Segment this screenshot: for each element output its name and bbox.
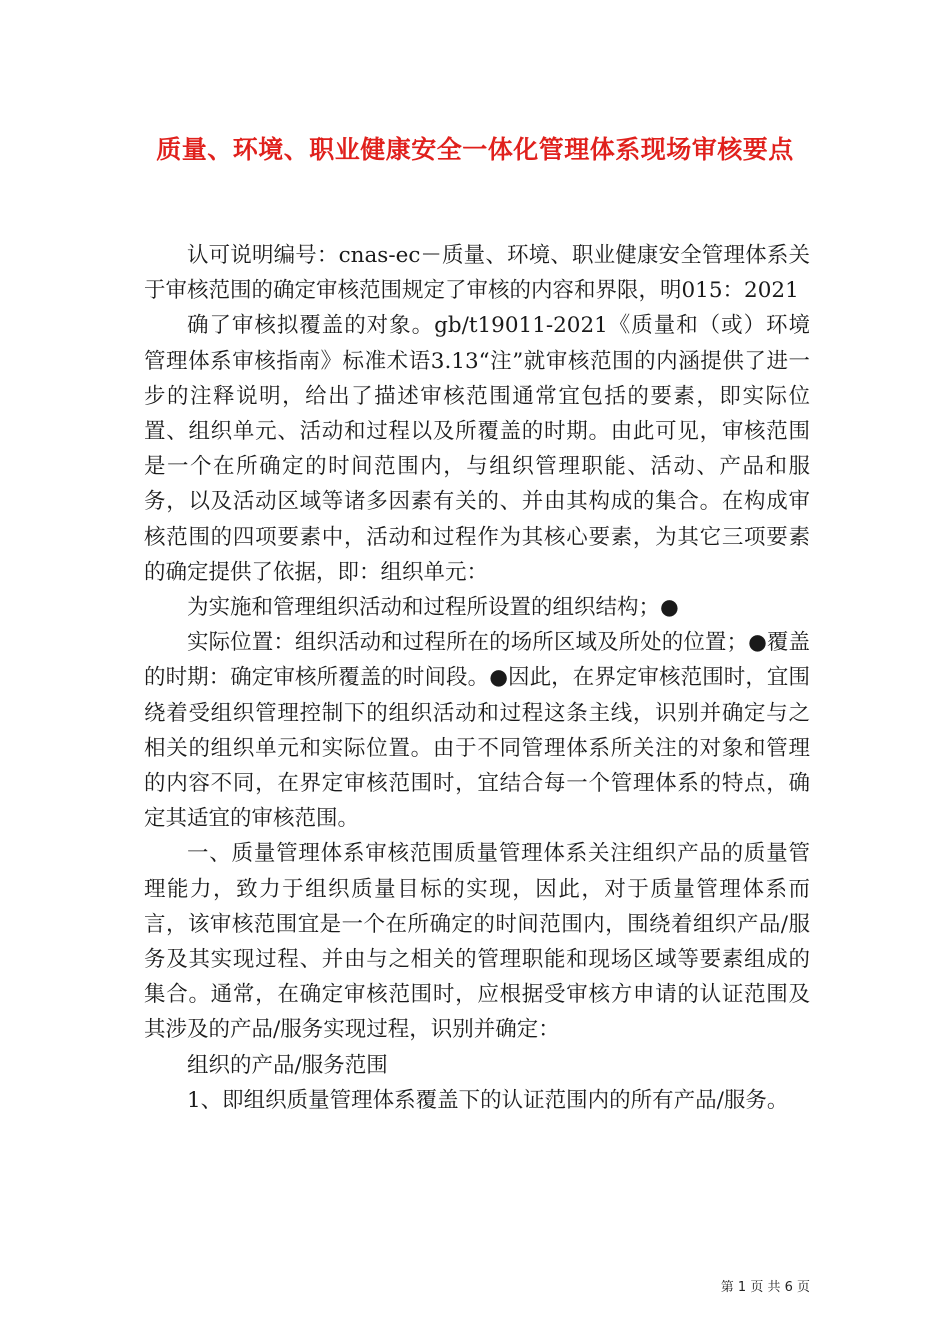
paragraph: 实际位置：组织活动和过程所在的场所区域及所处的位置；●覆盖的时期：确定审核所覆盖的时间段。●因此，在界定审核范围时，宜围绕着受组织管理控制下的组织活动和过程这条主线，识别并确定与之相关的组织单元和实际位置。由于不同管理体系所关注的对象和管理的内容不同，在界定审核范围时，宜结合每一个管理体系的特点，确定其适宜的审核范围。 bbox=[144, 630, 810, 832]
paragraph: 为实施和管理组织活动和过程所设置的组织结构；● bbox=[187, 595, 679, 621]
document-body bbox=[144, 238, 810, 1118]
paragraph: 一、质量管理体系审核范围质量管理体系关注组织产品的质量管理能力，致力于组织质量目标的实现，因此，对于质量管理体系而言，该审核范围宜是一个在所确定的时间范围内，围绕着组织产品/服务及其实现过程、并由与之相关的管理职能和现场区域等要素组成的集合。通常，在确定审核范围时，应根据受审核方申请的认证范围及其涉及的产品/服务实现过程，识别并确定： bbox=[144, 841, 810, 1043]
page-number-footer: 第 1 页 共 6 页 bbox=[720, 1280, 810, 1295]
paragraph: 确了审核拟覆盖的对象。gb/t19011-2021《质量和（或）环境管理体系审核指南》标准术语3.13“注”就审核范围的内涵提供了进一步的注释说明，给出了描述审核范围通常宜包括的要素，即实际位置、组织单元、活动和过程以及所覆盖的时期。由此可见，审核范围是一个在所确定的时间范围内，与组织管理职能、活动、产品和服务，以及活动区域等诸多因素有关的、并由其构成的集合。在构成审核范围的四项要素中，活动和过程作为其核心要素，为其它三项要素的确定提供了依据，即：组织单元： bbox=[144, 313, 810, 585]
document-title: 质量、环境、职业健康安全一体化管理体系现场审核要点 bbox=[156, 135, 794, 164]
paragraph: 认可说明编号：cnas-ec－质量、环境、职业健康安全管理体系关于审核范围的确定审核范围规定了审核的内容和界限，明015：2021 bbox=[144, 243, 810, 304]
paragraph: 组织的产品/服务范围 bbox=[187, 1052, 388, 1078]
paragraph: 1、即组织质量管理体系覆盖下的认证范围内的所有产品/服务。 bbox=[187, 1087, 789, 1113]
